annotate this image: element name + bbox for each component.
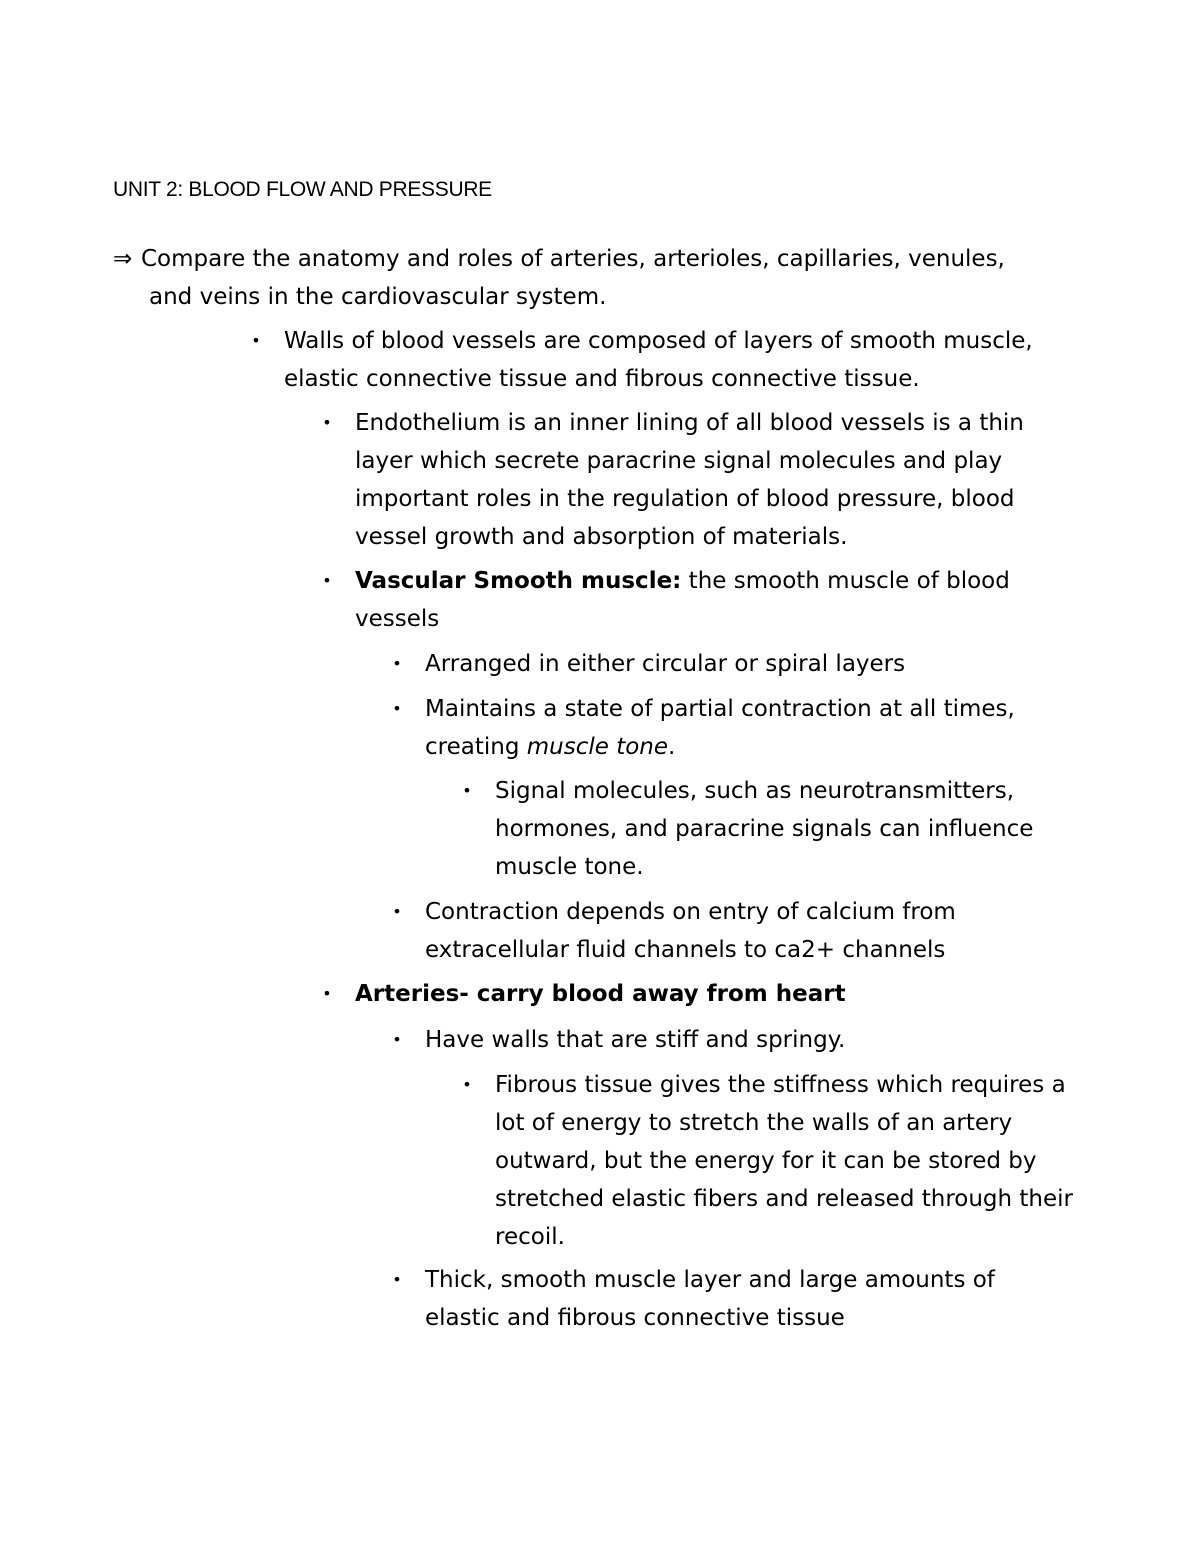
unit-heading: UNIT 2: BLOOD FLOW AND PRESSURE	[113, 178, 492, 201]
list-item-walls	[251, 322, 1074, 398]
list-item-text: the smooth muscle of blood vessels	[355, 568, 1010, 632]
list-item-text: Endothelium is an inner lining of all blood vessels is a thin layer which secrete paracrine signal molecules and play important roles in the regulation of blood pressure, blood vessel growth and absorption of materials.	[355, 410, 1024, 550]
list-item-fibrous-tissue	[462, 1066, 1075, 1256]
list-item-maintains	[392, 690, 1075, 766]
bullet-icon: •	[462, 1075, 472, 1094]
list-item-vascular-smooth-muscle	[322, 562, 1075, 638]
bullet-icon: •	[392, 1270, 402, 1289]
list-item-arranged	[392, 645, 1075, 683]
bullet-icon: •	[322, 571, 332, 590]
list-item-contraction	[392, 893, 1075, 969]
list-item-text: Maintains a state of partial contraction at all times, creating	[425, 696, 1015, 760]
term-muscle-tone: muscle tone	[526, 734, 669, 760]
list-item-text: Arranged in either circular or spiral layers	[425, 651, 906, 677]
list-item-text: Thick, smooth muscle layer and large amounts of elastic and fibrous connective tissue	[425, 1267, 995, 1331]
bullet-icon: •	[392, 699, 402, 718]
bullet-icon: •	[322, 984, 332, 1003]
bullet-icon: •	[322, 413, 332, 432]
list-item-text-end: .	[668, 734, 676, 760]
list-item-arteries	[322, 975, 1075, 1013]
term-arteries: Arteries- carry blood away from heart	[355, 981, 846, 1007]
objective-line-1: Compare the anatomy and roles of arteries, arterioles, capillaries, venules,	[141, 246, 1005, 272]
bullet-icon: •	[392, 654, 402, 673]
list-item-text: Walls of blood vessels are composed of layers of smooth muscle, elastic connective tissue and fibrous connective tissue.	[284, 328, 1033, 392]
list-item-endothelium	[322, 404, 1075, 556]
bullet-icon: •	[462, 781, 472, 800]
arrow-icon: ⇒	[113, 246, 133, 272]
list-item-text: Fibrous tissue gives the stiffness which requires a lot of energy to stretch the walls of an artery outward, but the energy for it can be stored by stretched elastic fibers and released through their recoil.	[495, 1072, 1074, 1250]
list-item-signal-molecules	[462, 772, 1075, 886]
term-vascular-smooth-muscle: Vascular Smooth muscle:	[355, 568, 682, 594]
bullet-icon: •	[392, 1030, 402, 1049]
list-item-text: Signal molecules, such as neurotransmitters, hormones, and paracrine signals can influence muscle tone.	[495, 778, 1034, 880]
objective-line-2: and veins in the cardiovascular system.	[149, 284, 607, 310]
list-item-stiff-walls	[392, 1021, 1075, 1059]
list-item-thick-layer	[392, 1261, 1075, 1337]
bullet-icon: •	[251, 331, 261, 350]
list-item-text: Have walls that are stiff and springy.	[425, 1027, 846, 1053]
list-item-text: Contraction depends on entry of calcium from extracellular fluid channels to ca2+ channels	[425, 899, 956, 963]
learning-objective	[113, 240, 1073, 316]
bullet-icon: •	[392, 902, 402, 921]
